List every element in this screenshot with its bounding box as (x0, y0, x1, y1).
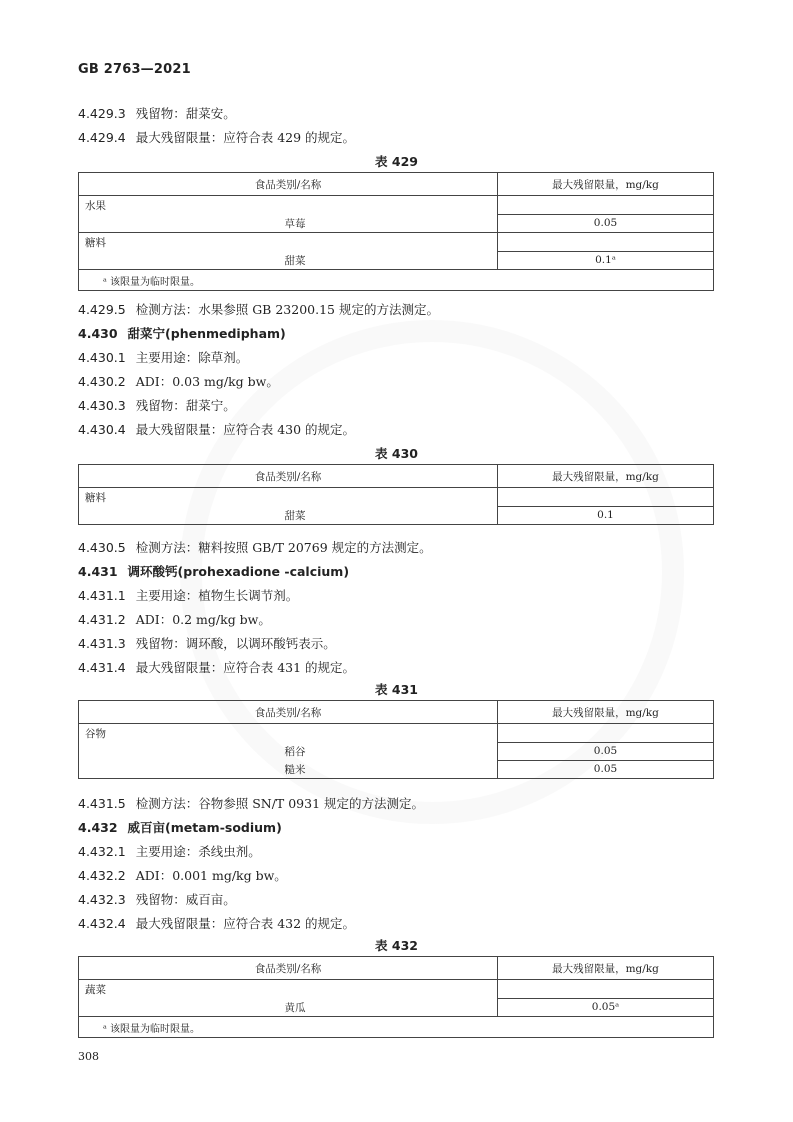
section-heading: 4.431 调环酸钙(prohexadione -calcium) (78, 564, 350, 579)
col-header-food: 食品类别/名称 (79, 465, 498, 488)
col-header-food: 食品类别/名称 (79, 957, 498, 980)
category-cell: 糖料 (79, 488, 498, 507)
food-cell: 糙米 (79, 760, 498, 779)
col-header-mrl: 最大残留限量，mg/kg (498, 173, 714, 196)
mrl-cell: 0.1 (498, 506, 714, 525)
table-432 (78, 956, 714, 1038)
table-429 (78, 172, 714, 291)
section-heading: 4.432 威百亩(metam-sodium) (78, 820, 282, 835)
mrl-cell: 0.05ᵃ (498, 998, 714, 1017)
clause-line: 4.430.3 残留物：甜菜宁。 (78, 398, 236, 413)
clause-line: 4.429.5 检测方法：水果参照 GB 23200.15 规定的方法测定。 (78, 302, 439, 317)
standard-header: GB 2763—2021 (78, 62, 191, 77)
clause-line: 4.431.5 检测方法：谷物参照 SN/T 0931 规定的方法测定。 (78, 796, 425, 811)
clause-line: 4.431.3 残留物：调环酸，以调环酸钙表示。 (78, 636, 336, 651)
clause-line: 4.429.3 残留物：甜菜安。 (78, 106, 236, 121)
clause-line: 4.432.4 最大残留限量：应符合表 432 的规定。 (78, 916, 356, 931)
food-cell: 草莓 (79, 214, 498, 233)
clause-line: 4.432.2 ADI：0.001 mg/kg bw。 (78, 868, 287, 883)
table-note: ᵃ 该限量为临时限量。 (79, 270, 714, 291)
clause-line: 4.430.4 最大残留限量：应符合表 430 的规定。 (78, 422, 356, 437)
col-header-mrl: 最大残留限量，mg/kg (498, 701, 714, 724)
table-caption: 表 430 (375, 446, 418, 461)
table-431 (78, 700, 714, 779)
table-430 (78, 464, 714, 525)
category-cell: 水果 (79, 196, 498, 215)
clause-line: 4.432.1 主要用途：杀线虫剂。 (78, 844, 261, 859)
clause-line: 4.432.3 残留物：威百亩。 (78, 892, 236, 907)
section-heading: 4.430 甜菜宁(phenmedipham) (78, 326, 286, 341)
col-header-mrl: 最大残留限量，mg/kg (498, 957, 714, 980)
mrl-cell: 0.05 (498, 760, 714, 779)
table-caption: 表 429 (375, 154, 418, 169)
category-cell: 谷物 (79, 724, 498, 743)
col-header-food: 食品类别/名称 (79, 173, 498, 196)
clause-line: 4.431.2 ADI：0.2 mg/kg bw。 (78, 612, 271, 627)
clause-line: 4.430.2 ADI：0.03 mg/kg bw。 (78, 374, 279, 389)
clause-line: 4.429.4 最大残留限量：应符合表 429 的规定。 (78, 130, 356, 145)
mrl-cell: 0.1ᵃ (498, 251, 714, 270)
clause-line: 4.431.4 最大残留限量：应符合表 431 的规定。 (78, 660, 356, 675)
food-cell: 甜菜 (79, 251, 498, 270)
clause-line: 4.430.5 检测方法：糖料按照 GB/T 20769 规定的方法测定。 (78, 540, 432, 555)
table-caption: 表 431 (375, 682, 418, 697)
col-header-food: 食品类别/名称 (79, 701, 498, 724)
table-note: ᵃ 该限量为临时限量。 (79, 1017, 714, 1038)
mrl-cell: 0.05 (498, 214, 714, 233)
food-cell: 甜菜 (79, 506, 498, 525)
category-cell: 糖料 (79, 233, 498, 252)
clause-line: 4.430.1 主要用途：除草剂。 (78, 350, 249, 365)
food-cell: 黄瓜 (79, 998, 498, 1017)
food-cell: 稻谷 (79, 742, 498, 760)
clause-line: 4.431.1 主要用途：植物生长调节剂。 (78, 588, 299, 603)
mrl-cell: 0.05 (498, 742, 714, 760)
table-caption: 表 432 (375, 938, 418, 953)
page-number: 308 (78, 1050, 99, 1063)
category-cell: 蔬菜 (79, 980, 498, 999)
col-header-mrl: 最大残留限量，mg/kg (498, 465, 714, 488)
